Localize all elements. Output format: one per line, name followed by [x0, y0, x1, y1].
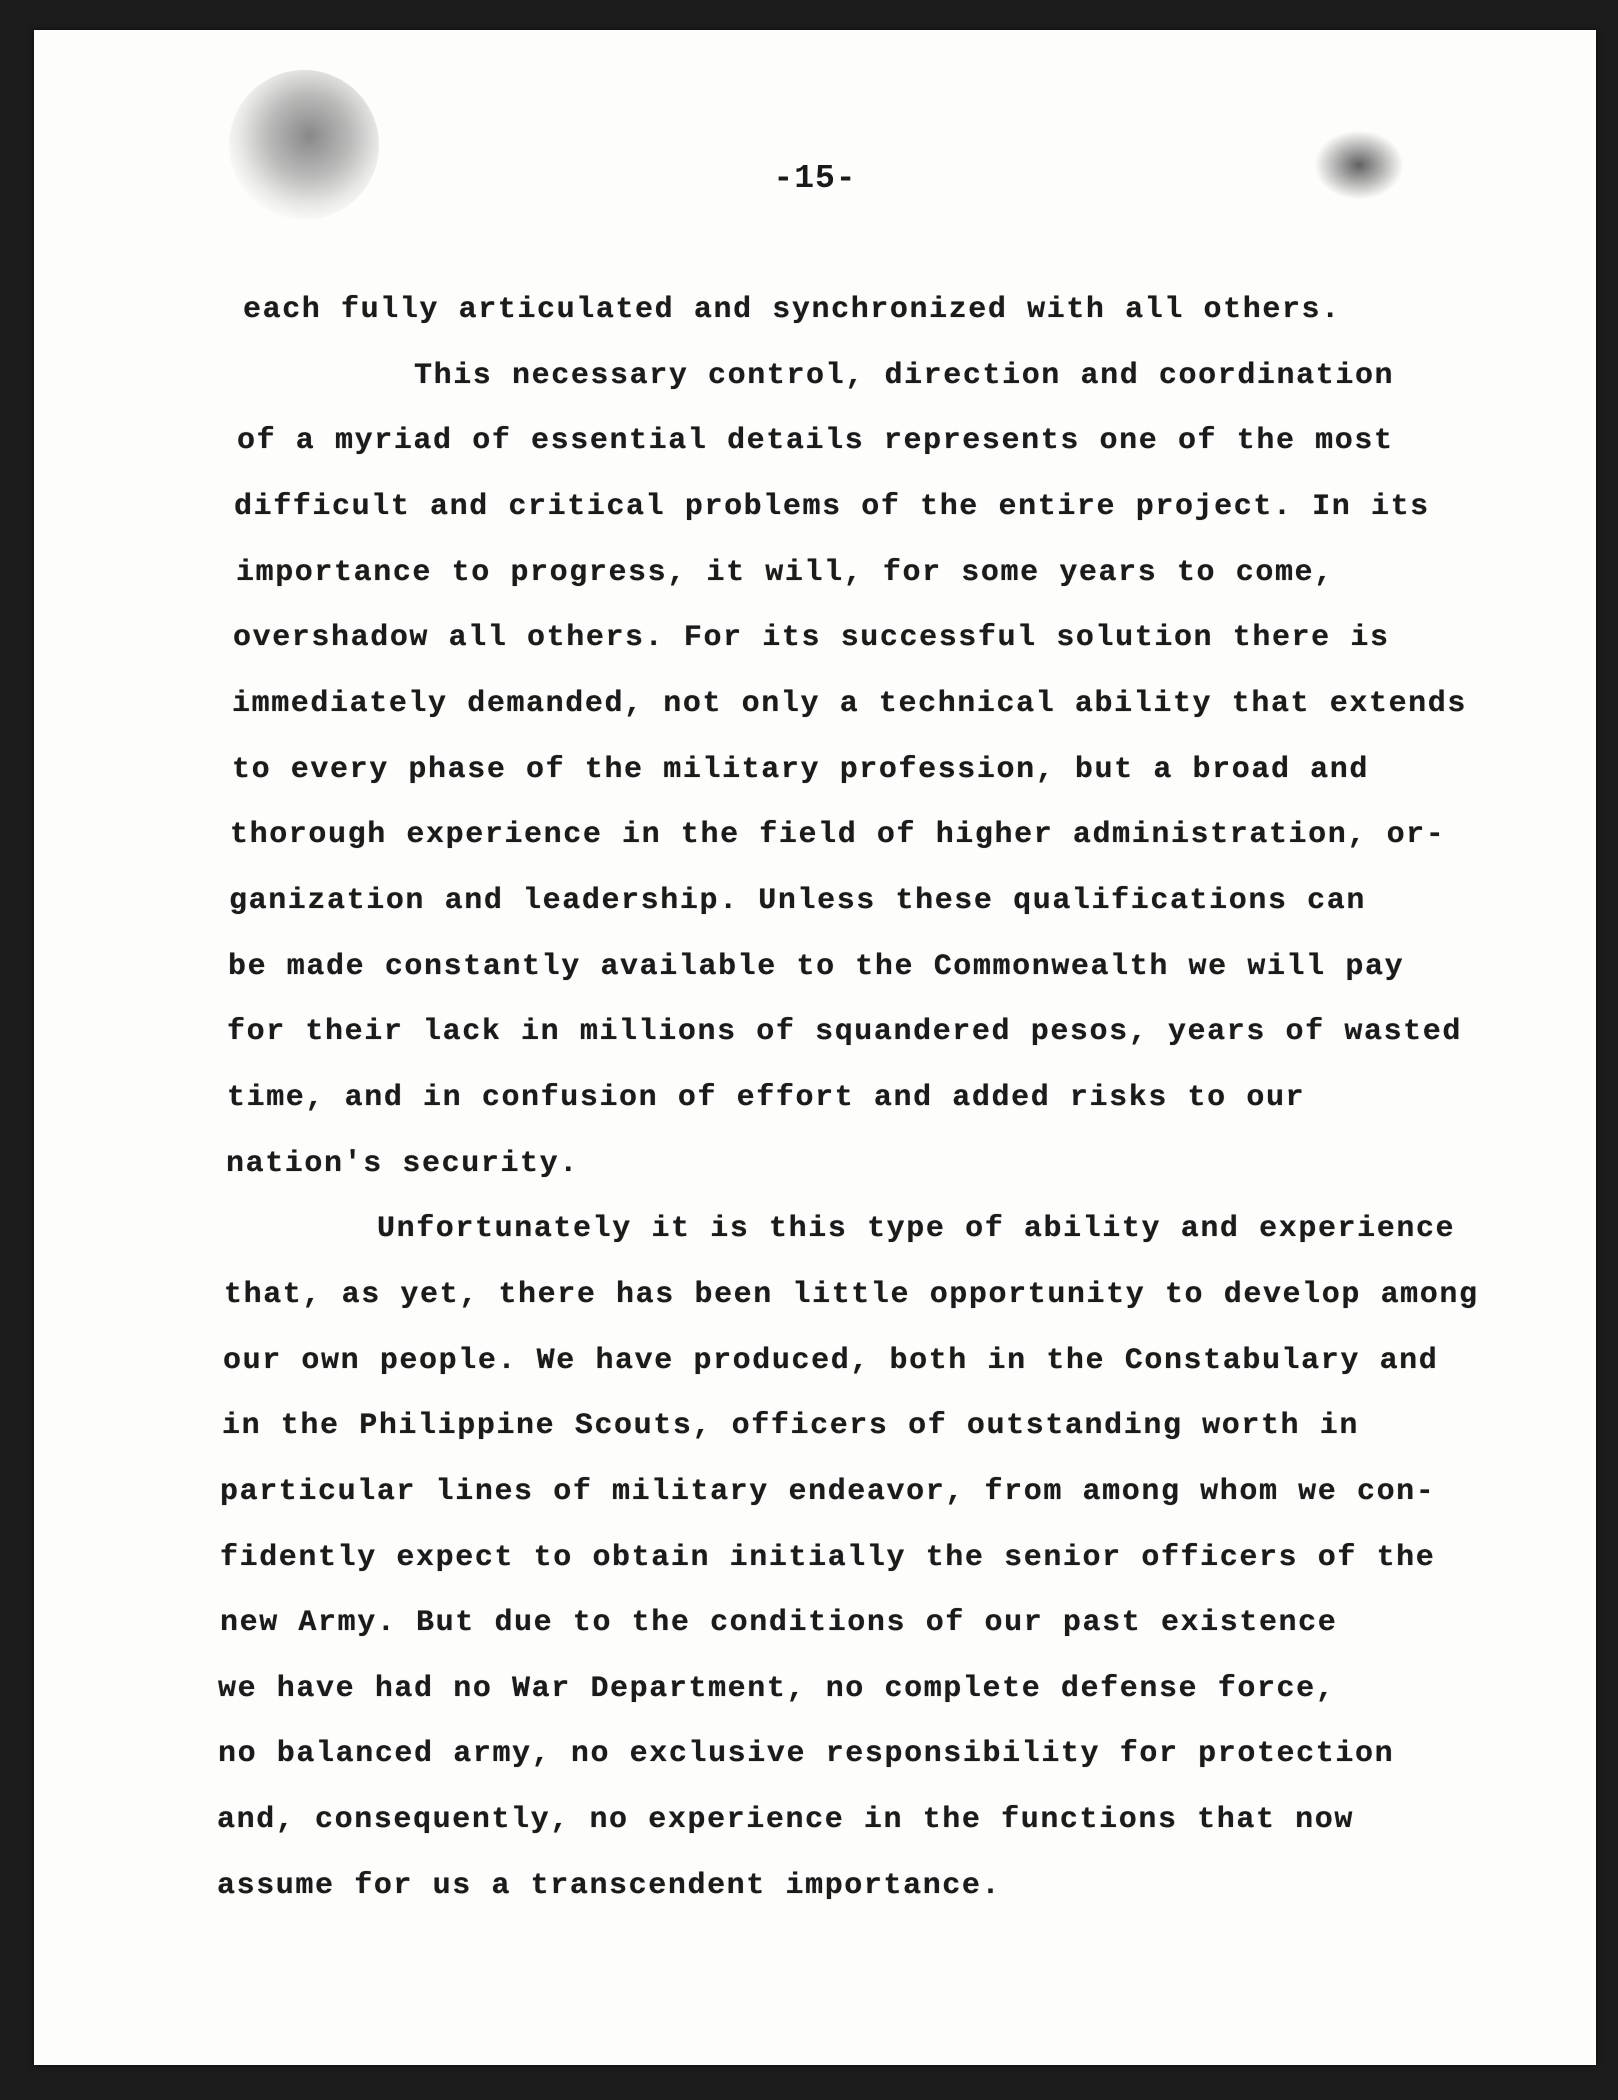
- text-line: This necessary control, direction and coordination: [414, 359, 1395, 393]
- text-line: ganization and leadership. Unless these qualifications can: [229, 884, 1366, 918]
- text-line: that, as yet, there has been little opportunity to develop among: [224, 1278, 1479, 1312]
- text-line: nation's security.: [226, 1147, 579, 1181]
- text-line: we have had no War Department, no complete defense force,: [218, 1672, 1336, 1706]
- document-page: [34, 30, 1596, 2065]
- text-line: overshadow all others. For its successful solution there is: [233, 621, 1390, 655]
- body-text: [34, 30, 1596, 2065]
- text-line: difficult and critical problems of the entire project. In its: [234, 490, 1430, 524]
- text-line: fidently expect to obtain initially the senior officers of the: [220, 1541, 1436, 1575]
- text-line: our own people. We have produced, both in the Constabulary and: [223, 1344, 1439, 1378]
- text-line: Unfortunately it is this type of ability and experience: [377, 1212, 1456, 1246]
- text-line: be made constantly available to the Commonwealth we will pay: [228, 950, 1405, 984]
- text-line: each fully articulated and synchronized with all others.: [243, 293, 1341, 327]
- text-line: and, consequently, no experience in the functions that now: [217, 1803, 1354, 1837]
- text-line: for their lack in millions of squandered pesos, years of wasted: [227, 1015, 1462, 1049]
- text-line: time, and in confusion of effort and added risks to our: [227, 1081, 1306, 1115]
- text-line: importance to progress, it will, for some years to come,: [236, 556, 1334, 590]
- page-number: -15-: [773, 160, 857, 197]
- text-line: particular lines of military endeavor, from among whom we con-: [220, 1475, 1436, 1509]
- text-line: of a myriad of essential details represents one of the most: [237, 424, 1394, 458]
- text-line: immediately demanded, not only a technical ability that extends: [232, 687, 1467, 721]
- text-line: new Army. But due to the conditions of our past existence: [220, 1606, 1338, 1640]
- text-line: in the Philippine Scouts, officers of outstanding worth in: [222, 1409, 1359, 1443]
- text-line: assume for us a transcendent importance.: [217, 1869, 1002, 1903]
- text-line: to every phase of the military profession, but a broad and: [232, 753, 1369, 787]
- text-line: no balanced army, no exclusive responsibility for protection: [218, 1737, 1395, 1771]
- text-line: thorough experience in the field of higher administration, or-: [230, 818, 1446, 852]
